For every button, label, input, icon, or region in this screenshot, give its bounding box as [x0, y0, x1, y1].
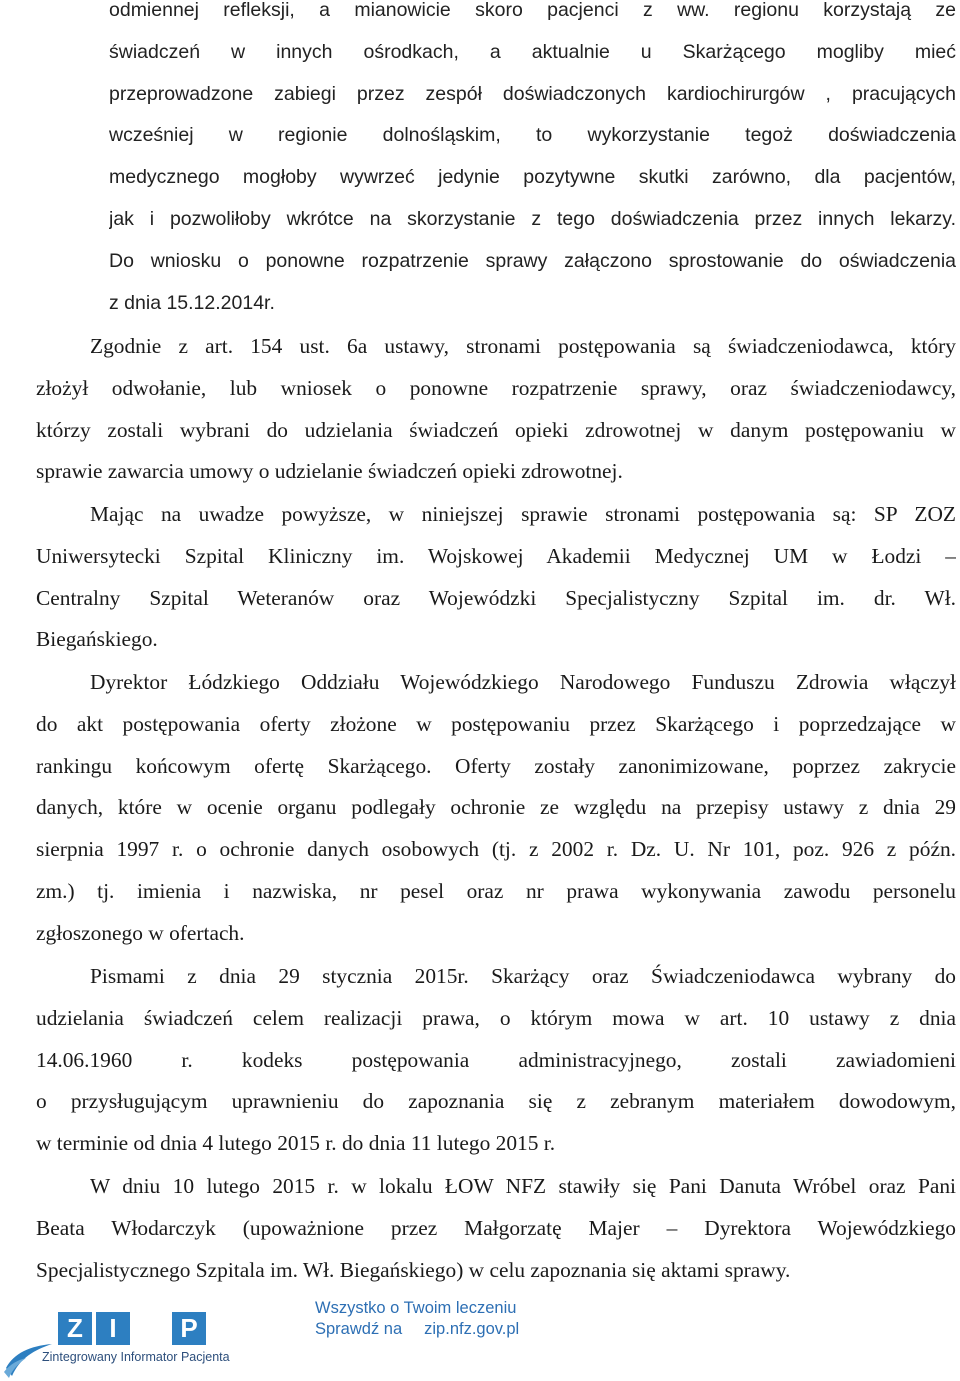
text-line: zm.) tj. imienia i nazwiska, nr pesel oraz nr prawa wykonywania zawodu personelu [36, 878, 956, 903]
text-line: Beata Włodarczyk (upoważnione przez Małgorzatę Majer – Dyrektora Wojewódzkiego [36, 1215, 956, 1240]
logo-letter-i: I [96, 1312, 130, 1345]
text-line: udzielania świadczeń celem realizacji prawa, o którym mowa w art. 10 ustawy z dnia [36, 1005, 956, 1030]
text-line: Do wniosku o ponowne rozpatrzenie sprawy załączono sprostowanie do oświadczenia [109, 249, 956, 272]
quoted-paragraph [36, 0, 956, 324]
text-line: o przysługującym uprawnieniu do zapoznania się z zebranym materiałem dowodowym, [36, 1089, 956, 1114]
text-line: jak i pozwoliłoby wkrótce na skorzystanie z tego doświadczenia przez innych lekarzy. [109, 207, 956, 230]
paragraph-visit [36, 1166, 956, 1291]
text-line: Specjalistycznego Szpitala im. Wł. Biegańskiego) w celu zapoznania się aktami sprawy. [36, 1257, 791, 1282]
text-line: w terminie od dnia 4 lutego 2015 r. do dnia 11 lutego 2015 r. [36, 1131, 556, 1156]
text-line: przeprowadzone zabiegi przez zespół doświadczonych kardiochirurgów , pracujących [109, 82, 956, 105]
text-line: sprawie zawarcia umowy o udzielanie świadczeń opieki zdrowotnej. [36, 459, 623, 484]
paragraph-parties [36, 326, 956, 493]
text-line: Mając na uwadze powyższe, w niniejszej sprawie stronami postępowania są: SP ZOZ [90, 502, 956, 526]
tagline-line-1: Wszystko o Twoim leczeniu [315, 1299, 517, 1317]
text-line: Centralny Szpital Weteranów oraz Wojewódzki Specjalistyczny Szpital im. dr. Wł. [36, 585, 956, 610]
text-line: Uniwersytecki Szpital Kliniczny im. Wojskowej Akademii Medycznej UM w Łodzi – [36, 543, 956, 568]
text-line: odmiennej refleksji, a mianowicie skoro pacjenci z ww. regionu korzystają ze [109, 0, 956, 21]
text-line: Dyrektor Łódzkiego Oddziału Wojewódzkiego Narodowego Funduszu Zdrowia włączył [90, 670, 956, 694]
text-line: którzy zostali wybrani do udzielania świadczeń opieki zdrowotnej w danym postępowaniu w [36, 417, 956, 442]
logo-letter-p: P [172, 1312, 206, 1345]
text-line: zgłoszonego w ofertach. [36, 920, 245, 945]
text-line: 14.06.1960 r. kodeks postępowania administracyjnego, zostali zawiadomieni [36, 1047, 956, 1072]
text-line: z dnia 15.12.2014r. [109, 291, 275, 314]
nfz-tagline [315, 1298, 519, 1340]
paragraph-offers [36, 662, 956, 955]
text-line: W dniu 10 lutego 2015 r. w lokalu ŁOW NFZ stawiły się Pani Danuta Wróbel oraz Pani [90, 1174, 956, 1198]
text-line: Biegańskiego. [36, 627, 158, 652]
text-line: Zgodnie z art. 154 ust. 6a ustawy, stronami postępowania są świadczeniodawca, który [90, 334, 956, 358]
page-footer [0, 1290, 960, 1373]
swoosh-icon [0, 1298, 60, 1381]
zip-logo [0, 1298, 260, 1373]
tagline-line-2: Sprawdź na [315, 1320, 403, 1338]
text-line: wcześniej w regionie dolnośląskim, to wykorzystanie tegoż doświadczenia [109, 124, 956, 147]
logo-letter-z: Z [58, 1312, 92, 1345]
paragraph-parties-list [36, 494, 956, 661]
text-line: do akt postępowania oferty złożone w postępowaniu przez Skarżącego i poprzedzające w [36, 711, 956, 736]
logo-subtitle: Zintegrowany Informator Pacjenta [42, 1350, 230, 1364]
text-line: rankingu końcowym ofertę Skarżącego. Oferty zostały zanonimizowane, poprzez zakrycie [36, 753, 956, 778]
text-line: złożył odwołanie, lub wniosek o ponowne rozpatrzenie sprawy, oraz świadczeniodawcy, [36, 375, 956, 400]
text-line: sierpnia 1997 r. o ochronie danych osobowych (tj. z 2002 r. Dz. U. Nr 101, poz. 926 z późn. [36, 837, 956, 862]
text-line: medycznego mogłoby wywrzeć jedynie pozytywne skutki zarówno, dla pacjentów, [109, 166, 956, 189]
paragraph-notifications [36, 956, 956, 1165]
nfz-url-link[interactable]: zip.nfz.gov.pl [424, 1320, 520, 1338]
text-line: Pismami z dnia 29 stycznia 2015r. Skarżący oraz Świadczeniodawca wybrany do [90, 964, 956, 988]
text-line: danych, które w ocenie organu podlegały ochronie ze względu na przepisy ustawy z dnia 29 [36, 795, 956, 820]
text-line: świadczeń w innych ośrodkach, a aktualnie u Skarżącego mogliby mieć [109, 40, 956, 63]
